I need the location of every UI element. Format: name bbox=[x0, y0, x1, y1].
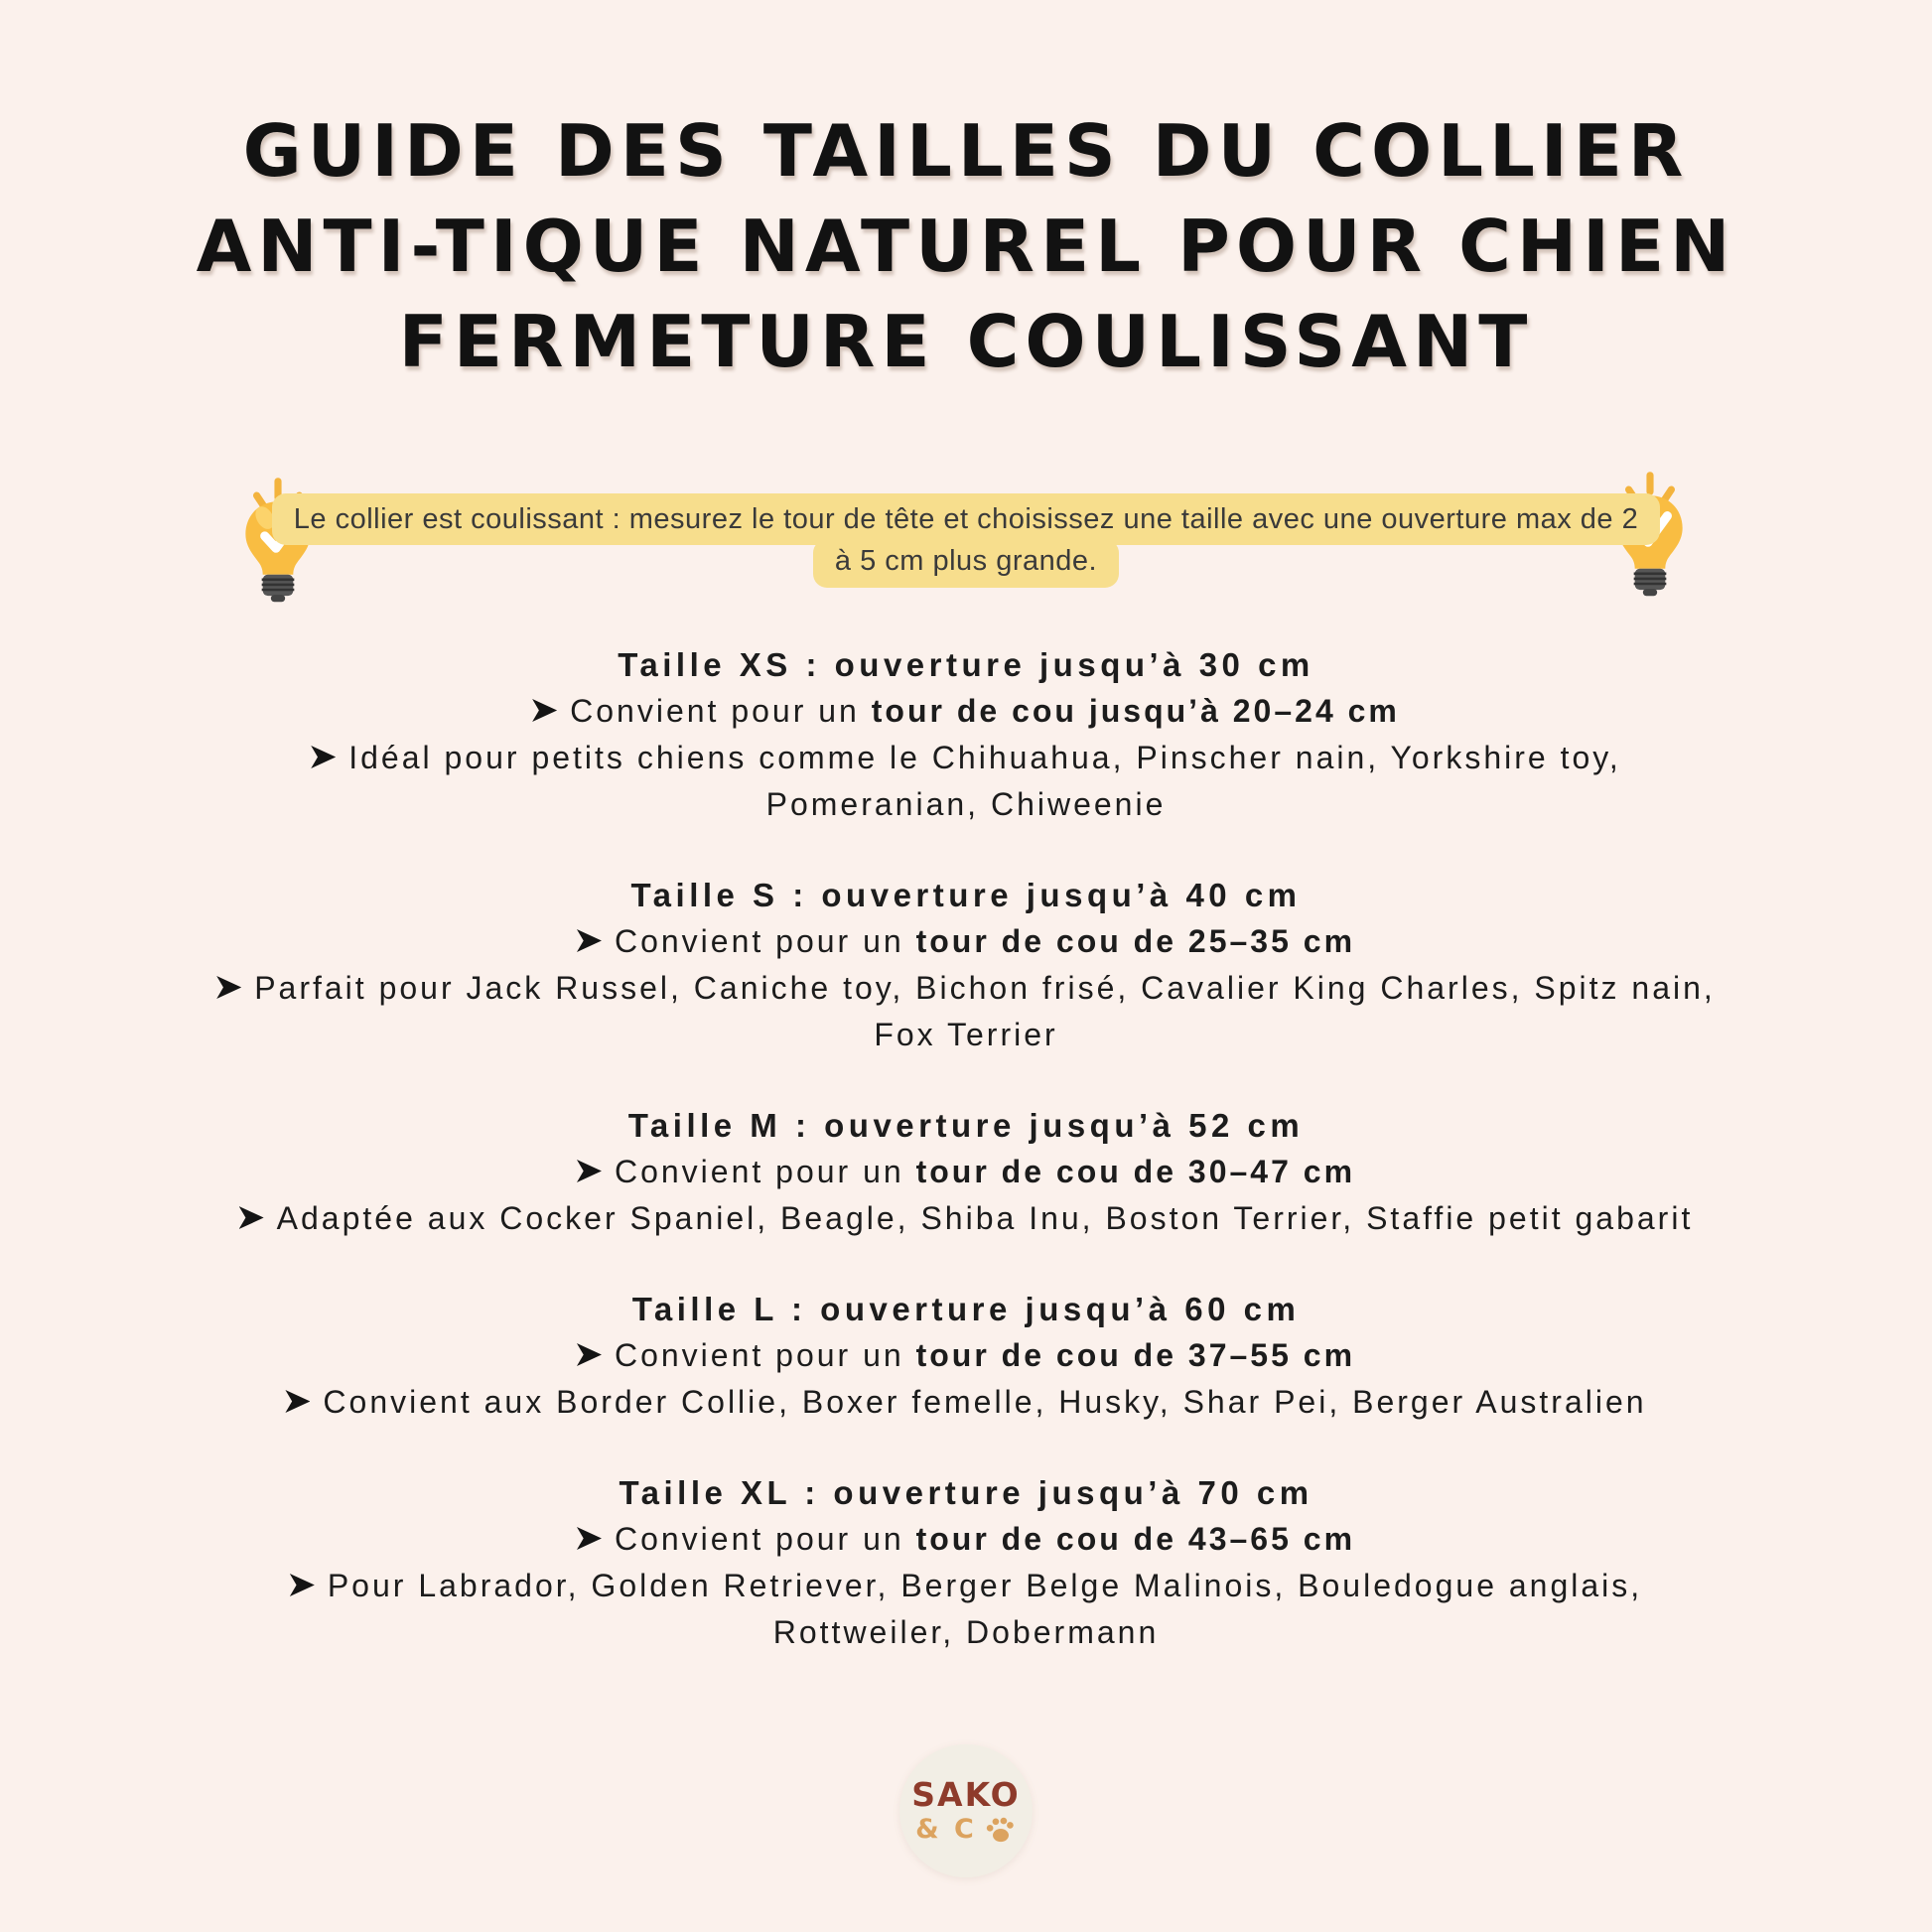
breeds-text-line-2: Fox Terrier bbox=[874, 1017, 1058, 1052]
sizing-tip-note bbox=[0, 493, 1932, 588]
arrow-bullet-icon bbox=[577, 1160, 602, 1182]
neck-fit-line bbox=[0, 1332, 1932, 1379]
neck-fit-prefix: Convient pour un bbox=[614, 923, 916, 959]
brand-logo bbox=[899, 1744, 1033, 1877]
breeds-line bbox=[0, 965, 1932, 1012]
size-section-xs bbox=[0, 641, 1932, 828]
neck-fit-prefix: Convient pour un bbox=[614, 1521, 916, 1557]
neck-fit-line bbox=[0, 918, 1932, 965]
neck-fit-range: tour de cou de 43–65 cm bbox=[915, 1521, 1356, 1557]
breeds-line-continued bbox=[0, 1609, 1932, 1656]
breeds-text-line-1: Convient aux Border Collie, Boxer femelle, Husky, Shar Pei, Berger Australien bbox=[323, 1384, 1647, 1420]
neck-fit-range: tour de cou jusqu’à 20–24 cm bbox=[871, 693, 1400, 729]
page-title bbox=[0, 103, 1932, 389]
neck-fit-range: tour de cou de 37–55 cm bbox=[915, 1337, 1356, 1373]
size-heading: Taille XS : ouverture jusqu’à 30 cm bbox=[618, 646, 1314, 683]
size-heading: Taille S : ouverture jusqu’à 40 cm bbox=[630, 877, 1302, 913]
tip-text-line-2: à 5 cm plus grande. bbox=[813, 539, 1119, 588]
neck-fit-prefix: Convient pour un bbox=[614, 1154, 916, 1189]
breeds-line-continued bbox=[0, 1012, 1932, 1058]
breeds-text-line-1: Parfait pour Jack Russel, Caniche toy, Bichon frisé, Cavalier King Charles, Spitz nain, bbox=[254, 970, 1716, 1006]
page-title-line-1: GUIDE DES TAILLES DU COLLIER bbox=[242, 109, 1690, 193]
arrow-bullet-icon bbox=[577, 1527, 602, 1550]
breeds-text-line-1: Adaptée aux Cocker Spaniel, Beagle, Shiba Inu, Boston Terrier, Staffie petit gabarit bbox=[276, 1200, 1694, 1236]
breeds-line bbox=[0, 1563, 1932, 1609]
arrow-bullet-icon bbox=[577, 929, 602, 952]
arrow-bullet-icon bbox=[285, 1390, 310, 1413]
arrow-bullet-icon bbox=[290, 1574, 315, 1596]
neck-fit-range: tour de cou de 25–35 cm bbox=[915, 923, 1356, 959]
neck-fit-line bbox=[0, 688, 1932, 735]
paw-icon bbox=[985, 1816, 1017, 1845]
arrow-bullet-icon bbox=[577, 1343, 602, 1366]
size-section-l bbox=[0, 1286, 1932, 1426]
size-heading: Taille XL : ouverture jusqu’à 70 cm bbox=[619, 1474, 1313, 1511]
brand-suffix: & C bbox=[915, 1814, 977, 1845]
arrow-bullet-icon bbox=[532, 699, 557, 722]
size-section-m bbox=[0, 1102, 1932, 1242]
size-section-xl bbox=[0, 1469, 1932, 1656]
neck-fit-line bbox=[0, 1516, 1932, 1563]
breeds-line-continued bbox=[0, 781, 1932, 828]
size-heading: Taille L : ouverture jusqu’à 60 cm bbox=[631, 1291, 1301, 1327]
size-guide-list bbox=[0, 641, 1932, 1700]
tip-text-line-1: Le collier est coulissant : mesurez le tour de tête et choisissez une taille avec une ouverture max de 2 bbox=[272, 493, 1660, 545]
breeds-line bbox=[0, 1379, 1932, 1426]
page-title-line-2: ANTI-TIQUE NATUREL POUR CHIEN bbox=[196, 205, 1736, 288]
breeds-text-line-1: Idéal pour petits chiens comme le Chihuahua, Pinscher nain, Yorkshire toy, bbox=[348, 740, 1621, 775]
breeds-text-line-2: Rottweiler, Dobermann bbox=[772, 1614, 1160, 1650]
neck-fit-prefix: Convient pour un bbox=[614, 1337, 916, 1373]
page-title-line-3: FERMETURE COULISSANT bbox=[398, 300, 1534, 383]
size-heading: Taille M : ouverture jusqu’à 52 cm bbox=[627, 1107, 1305, 1144]
arrow-bullet-icon bbox=[311, 746, 336, 768]
neck-fit-range: tour de cou de 30–47 cm bbox=[915, 1154, 1356, 1189]
neck-fit-line bbox=[0, 1149, 1932, 1195]
breeds-line bbox=[0, 1195, 1932, 1242]
arrow-bullet-icon bbox=[216, 976, 241, 999]
size-section-s bbox=[0, 872, 1932, 1058]
arrow-bullet-icon bbox=[239, 1206, 264, 1229]
brand-name: SAKO bbox=[911, 1775, 1021, 1814]
breeds-text-line-1: Pour Labrador, Golden Retriever, Berger Belge Malinois, Bouledogue anglais, bbox=[327, 1568, 1643, 1603]
breeds-line bbox=[0, 735, 1932, 781]
breeds-text-line-2: Pomeranian, Chiweenie bbox=[765, 786, 1167, 822]
neck-fit-prefix: Convient pour un bbox=[570, 693, 872, 729]
